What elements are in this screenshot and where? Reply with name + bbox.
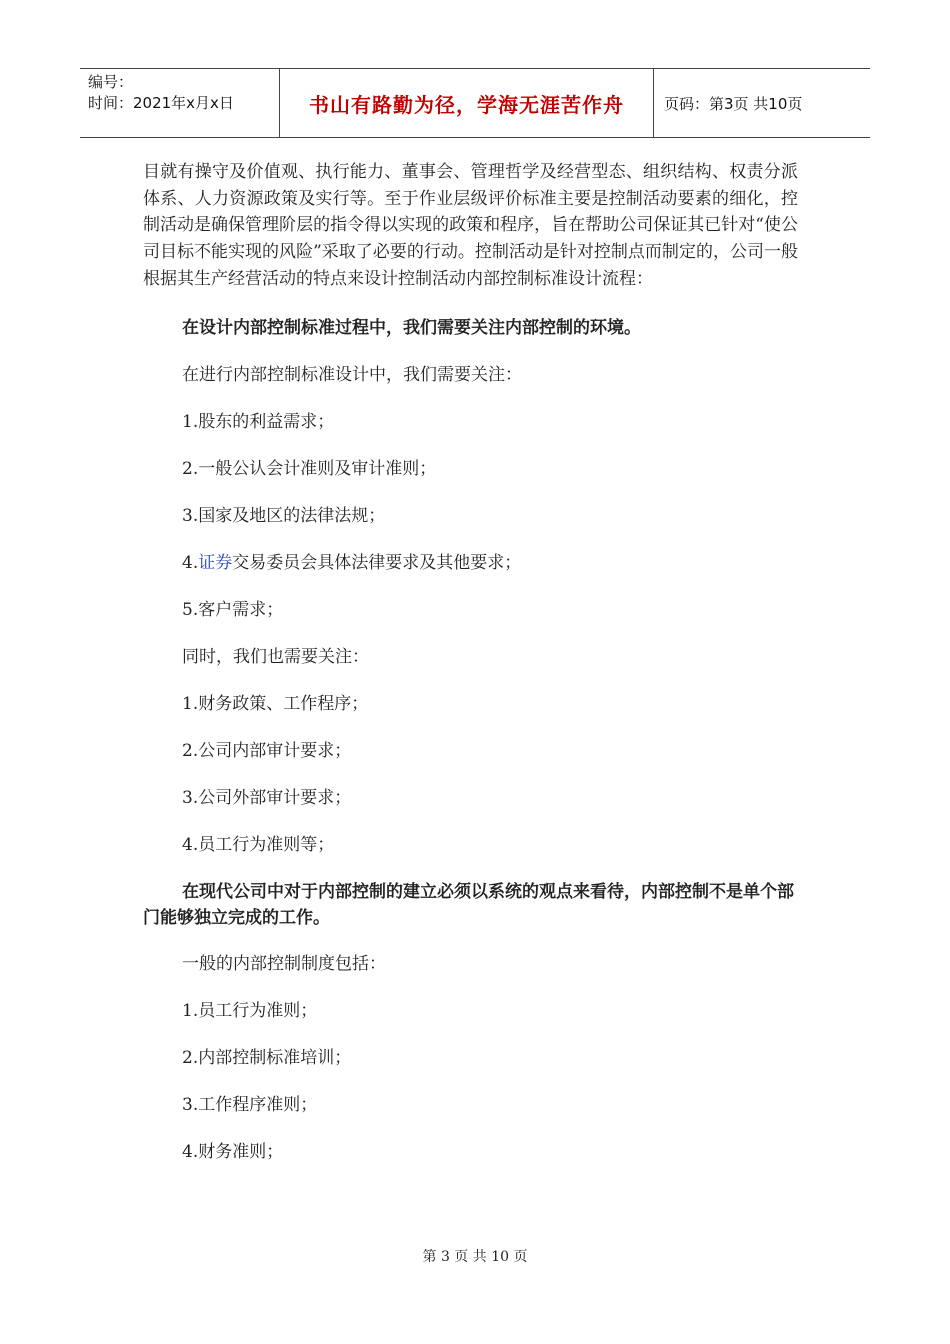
header-motto: 书山有路勤为径，学海无涯苦作舟	[280, 69, 654, 137]
also-intro: 同时，我们也需要关注：	[182, 646, 369, 667]
list-item: 3.公司外部审计要求；	[182, 787, 352, 808]
heading-system: 在现代公司中对于内部控制的建立必须以系统的观点来看待，内部控制不是单个部门能够独立完成的工作。	[143, 881, 794, 928]
list-item: 1.员工行为准则；	[182, 1000, 318, 1021]
heading-environment: 在设计内部控制标准过程中，我们需要关注内部控制的环境。	[182, 317, 641, 338]
intro-paragraph: 目就有操守及价值观、执行能力、董事会、管理哲学及经营型态、组织结构、权责分派体系、人力资源政策及实行等。至于作业层级评价标准主要是控制活动要素的细化，控制活动是确保管理阶层的指令得以实现的政策和程序，旨在帮助公司保证其已针对“使公司目标不能实现的风险”采取了必要的行动。控制活动是针对控制点而制定的，公司一般根据其生产经营活动的特点来设计控制活动内部控制标准设计流程：	[143, 162, 798, 289]
list-item: 1.财务政策、工作程序；	[182, 693, 369, 714]
list-item: 2.公司内部审计要求；	[182, 740, 352, 761]
list-item: 2.内部控制标准培训；	[182, 1047, 352, 1068]
list-item: 3.工作程序准则；	[182, 1094, 318, 1115]
header-meta	[80, 69, 280, 137]
number-label: 编号：	[88, 73, 134, 91]
list-item	[143, 550, 798, 576]
securities-link[interactable]: 证券	[198, 552, 233, 573]
list-item: 5.客户需求；	[182, 599, 284, 620]
date-label: 时间：2021年x月x日	[88, 94, 234, 112]
list-item-suffix: 交易委员会具体法律要求及其他要求；	[232, 552, 522, 573]
focus-intro: 在进行内部控制标准设计中，我们需要关注：	[182, 364, 522, 385]
list-item: 4.财务准则；	[182, 1141, 284, 1162]
page-header	[80, 68, 870, 138]
system-intro: 一般的内部控制制度包括：	[182, 953, 386, 974]
document-body	[143, 159, 798, 1165]
header-page-info: 页码：第3页 共10页	[664, 94, 803, 113]
list-item: 3.国家及地区的法律法规；	[182, 505, 386, 526]
list-item: 1.股东的利益需求；	[182, 411, 335, 432]
list-item: 4.员工行为准则等；	[182, 834, 335, 855]
list-item: 2.一般公认会计准则及审计准则；	[182, 458, 437, 479]
list-item-prefix: 4.	[182, 552, 199, 573]
page-footer: 第 3 页 共 10 页	[422, 1249, 528, 1265]
